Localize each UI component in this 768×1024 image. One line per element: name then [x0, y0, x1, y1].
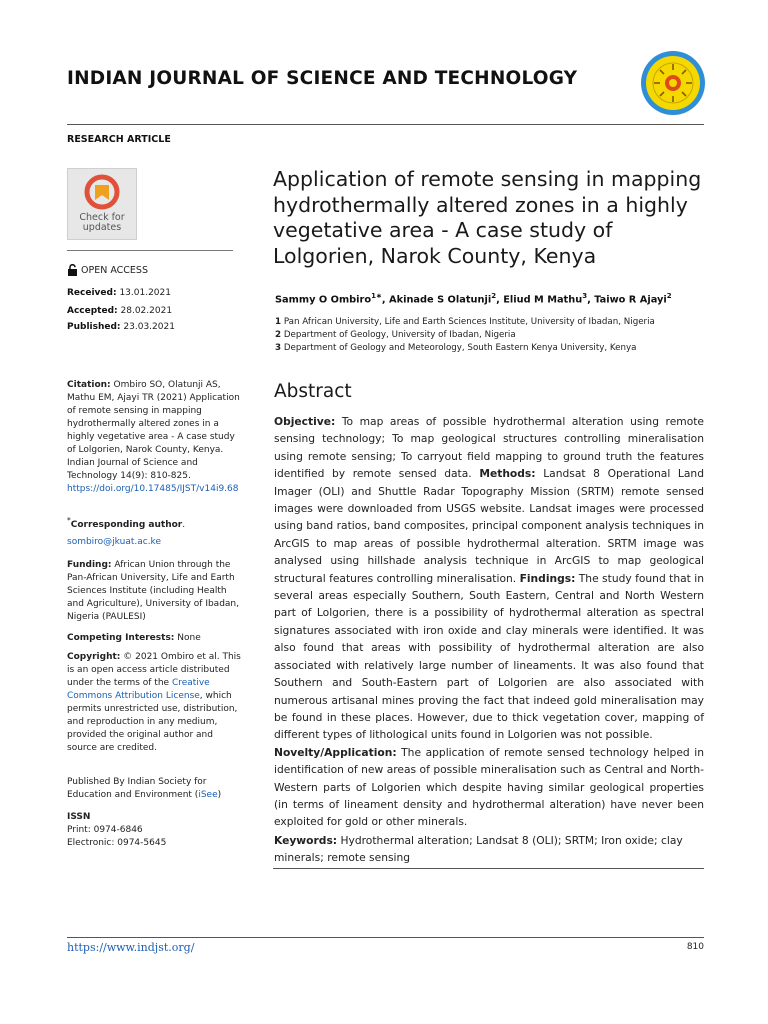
corresponding-email — [67, 536, 242, 549]
author: Sammy O Ombiro — [275, 294, 372, 306]
check-updates-line2: updates — [82, 222, 122, 233]
received-date: Received: 13.01.2021 — [67, 288, 171, 298]
funding-block: Funding: African Union through the Pan-African University, Life and Earth Sciences Institute (including Health and Agriculture), University of Ibadan, Nigeria (PAULESI) — [67, 560, 239, 622]
check-for-updates-button[interactable] — [67, 168, 137, 240]
author: Akinade S Olatunji — [388, 294, 492, 306]
article-type: RESEARCH ARTICLE — [67, 134, 171, 145]
license-link[interactable]: Creative Commons Attribution License — [67, 678, 210, 701]
citation-block: Citation: Ombiro SO, Olatunji AS, Mathu EM, Ajayi TR (2021) Application of remote sensing in mapping hydrothermally altered zones in a highly vegetative area - A case study of Lolgorien, Narok County, Kenya. Indian Journal of Science and Technology 14(9): 810-825. https://doi.org/10.17485/IJST/v14i9.68 — [67, 380, 240, 494]
author-list: Sammy O Ombiro$^{1∗}$, Akinade S Olatunji$^2$, Eliud M Mathu$^3$, Taiwo R Ajayi$^2$ — [275, 292, 672, 306]
competing-interests: Competing Interests: None — [67, 633, 201, 643]
publisher-block: Published By Indian Society for Education and Environment (iSee) — [67, 777, 222, 800]
doi-link[interactable]: https://doi.org/10.17485/IJST/v14i9.68 — [67, 484, 239, 494]
paper-title: Application of remote sensing in mapping hydrothermally altered zones in a highly vegetative area - A case study of Lolgorien, Narok County, Kenya — [273, 167, 702, 268]
journal-url-link[interactable]: https://www.indjst.org/ — [67, 941, 195, 954]
issn-electronic: Electronic: 0974-5645 — [67, 838, 167, 848]
affiliation: 2 Department of Geology, University of Ibadan, Nigeria — [275, 330, 516, 340]
journal-logo-icon — [640, 50, 706, 116]
affiliation: 1 Pan African University, Life and Earth Sciences Institute, University of Ibadan, Nigeria — [275, 317, 655, 327]
corresponding-author: *Corresponding author. — [67, 516, 186, 530]
check-updates-icon — [68, 171, 136, 213]
sidebar-rule — [67, 250, 233, 251]
accepted-date: Accepted: 28.02.2021 — [67, 306, 173, 316]
abstract-heading: Abstract — [274, 381, 352, 402]
header-rule — [67, 124, 704, 125]
copyright-block: Copyright: © 2021 Ombiro et al. This is an open access article distributed under the terms of the Creative Commons Attribution License, which permits unrestricted use, distribution, and reproduction in any medium, provided the original author and source are credited. — [67, 652, 241, 753]
check-updates-line1: Check for — [79, 212, 125, 223]
keywords: Keywords: Hydrothermal alteration; Landsat 8 (OLI); SRTM; Iron oxide; clay minerals; remote sensing — [274, 834, 683, 865]
issn-block: ISSN Print: 0974-6846 Electronic: 0974-5645 — [67, 811, 242, 850]
abstract-body: Objective: To map areas of possible hydrothermal alteration using remote sensing technology; To map geological structures controlling mineralisation using remote sensing; To carryout field mapping to ground truth the features identified by remote sensed data. Methods: Landsat 8 Operational Land Imager (OLI) and Shuttle Radar Topography Mission (SRTM) remote sensed images were downloaded from USGS website. Landsat images were processed using band ratios, band composites, principal component analysis techniques in ArcGIS to map areas of possible hydrothermal alteration. SRTM image was analysed using hillshade analysis technique in ArcGIS to map geological structural features controlling mineralisation. Findings: The study found that in several areas especially Southern, South Eastern, Central and North Western part of Lolgorien, there is a possibility of hydrothermal alteration as spectral signatures associated with iron oxide and clay minerals were identified. It was also found that areas with possibility of hydrothermal alteration are also associated with relatively large number of lineaments. It was also found that Southern and South-Eastern part of Lolgorien are also associated with numerous artisanal mines proving the fact that indeed gold mineralisation may be found in these places. However, due to thick vegetation cover, mapping of different types of lithological units found in Lolgorien was not possible. Novelty/Application: The application of remote sensed technology helped in identification of new areas of possible mineralisation such as Central and North-Western parts of Lolgorien which despite having similar geological properties (in terms of lineament density and hydrothermal alteration) have never been exploited for gold or other minerals. — [274, 415, 704, 829]
journal-title: INDIAN JOURNAL OF SCIENCE AND TECHNOLOGY — [67, 68, 578, 89]
keywords-rule — [273, 868, 704, 869]
author: Taiwo R Ajayi — [594, 294, 667, 306]
footer-rule — [67, 937, 704, 938]
affiliation: 3 Department of Geology and Meteorology, South Eastern Kenya University, Kenya — [275, 343, 637, 353]
issn-print: Print: 0974-6846 — [67, 825, 143, 835]
open-lock-icon — [67, 264, 78, 276]
published-date: Published: 23.03.2021 — [67, 322, 175, 332]
open-access-badge — [67, 264, 148, 276]
affiliations — [275, 316, 655, 355]
open-access-label: OPEN ACCESS — [81, 264, 148, 276]
isee-link[interactable]: iSee — [198, 790, 218, 800]
email-link[interactable]: sombiro@jkuat.ac.ke — [67, 537, 161, 547]
page-number: 810 — [686, 942, 704, 952]
author: Eliud M Mathu — [503, 294, 583, 306]
